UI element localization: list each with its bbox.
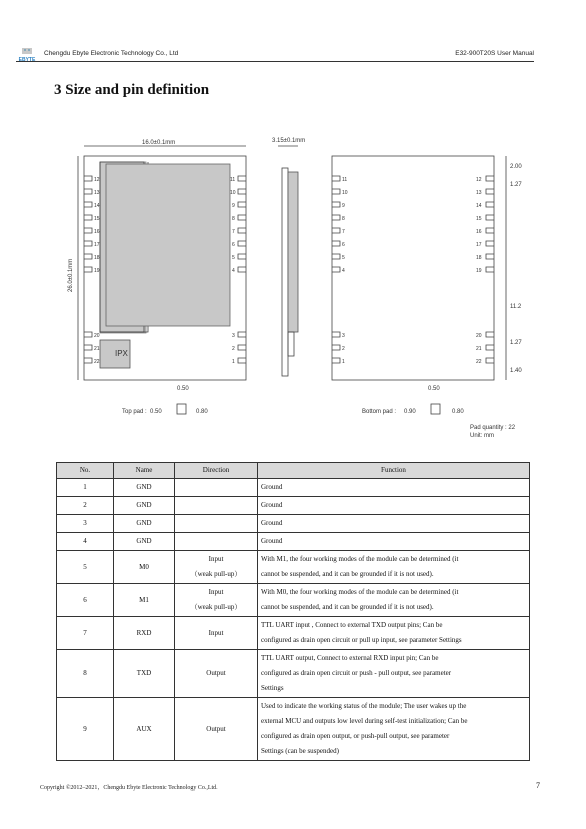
ipx-label: IPX	[115, 349, 128, 358]
svg-text:1.40: 1.40	[510, 368, 522, 374]
svg-text:0.50: 0.50	[150, 409, 162, 415]
footer-copyright: Copyright ©2012–2021，Chengdu Ebyte Electronic Technology Co.,Ltd.	[40, 785, 218, 791]
svg-text:Unit: mm: Unit: mm	[470, 433, 494, 439]
svg-text:3: 3	[232, 333, 235, 339]
svg-text:0.50: 0.50	[428, 386, 440, 392]
svg-text:Pad quantity : 22: Pad quantity : 22	[470, 425, 516, 431]
svg-text:17: 17	[476, 242, 482, 248]
svg-text:6: 6	[232, 242, 235, 248]
height-dimension: 26.0±0.1mm	[68, 258, 74, 292]
col-no: No.	[57, 463, 114, 479]
svg-text:1: 1	[342, 359, 345, 365]
back-right-pads	[486, 176, 494, 363]
ebyte-logo	[16, 48, 38, 62]
svg-text:6: 6	[342, 242, 345, 248]
header-manual-title: E32-900T20S User Manual	[455, 50, 534, 57]
back-left-pads	[332, 176, 340, 363]
table-row: 7 RXD Input TTL UART input , Connect to external TXD output pins; Can be configured as drain open circuit or pull up input, see parameter Settings	[57, 617, 530, 650]
width-dimension: 16.0±0.1mm	[142, 140, 176, 146]
svg-text:8: 8	[342, 216, 345, 222]
svg-text:21: 21	[94, 346, 100, 352]
svg-text:7: 7	[232, 229, 235, 235]
svg-text:4: 4	[232, 268, 235, 274]
svg-text:1.27: 1.27	[510, 340, 522, 346]
svg-text:12: 12	[94, 177, 100, 183]
svg-text:13: 13	[476, 190, 482, 196]
svg-text:EBYTE: EBYTE	[18, 57, 36, 62]
svg-text:10: 10	[230, 190, 236, 196]
svg-text:19: 19	[94, 268, 100, 274]
svg-text:20: 20	[94, 333, 100, 339]
svg-text:16: 16	[94, 229, 100, 235]
svg-text:8: 8	[232, 216, 235, 222]
svg-text:11: 11	[342, 177, 348, 183]
svg-text:12: 12	[476, 177, 482, 183]
svg-text:18: 18	[476, 255, 482, 261]
svg-text:5: 5	[232, 255, 235, 261]
header-rule	[16, 61, 534, 62]
thickness-dimension: 3.15±0.1mm	[272, 138, 306, 144]
svg-text:1: 1	[232, 359, 235, 365]
svg-text:3: 3	[342, 333, 345, 339]
svg-text:16: 16	[476, 229, 482, 235]
svg-text:14: 14	[94, 203, 100, 209]
svg-text:1.27: 1.27	[510, 182, 522, 188]
svg-text:9: 9	[342, 203, 345, 209]
svg-text:17: 17	[94, 242, 100, 248]
svg-text:11.2: 11.2	[510, 304, 522, 310]
svg-text:Bottom pad :: Bottom pad :	[362, 409, 397, 415]
svg-text:11: 11	[230, 177, 236, 183]
side-view-pcb	[282, 168, 288, 376]
svg-text:21: 21	[476, 346, 482, 352]
svg-text:13: 13	[94, 190, 100, 196]
svg-text:2: 2	[342, 346, 345, 352]
svg-text:4: 4	[342, 268, 345, 274]
table-row: 6 M1 Input （weak pull-up） With M0, the four working modes of the module can be determined (it cannot be suspended, and it can be grounded if it is not used).	[57, 584, 530, 617]
svg-text:7: 7	[342, 229, 345, 235]
svg-text:0.80: 0.80	[196, 409, 208, 415]
svg-text:10: 10	[342, 190, 348, 196]
table-row: 1 GND Ground	[57, 479, 530, 497]
col-direction: Direction	[175, 463, 258, 479]
svg-text:22: 22	[476, 359, 482, 365]
col-function: Function	[258, 463, 530, 479]
svg-text:14: 14	[476, 203, 482, 209]
svg-text:20: 20	[476, 333, 482, 339]
svg-text:19: 19	[476, 268, 482, 274]
header-company: Chengdu Ebyte Electronic Technology Co., Ltd	[44, 50, 179, 57]
table-row: 4 GND Ground	[57, 533, 530, 551]
table-row: 8 TXD Output TTL UART output, Connect to external RXD input pin; Can be configured as drain open circuit or push - pull output, see parameter Settings	[57, 650, 530, 698]
svg-text:2.00: 2.00	[510, 164, 522, 170]
front-right-pads	[238, 176, 246, 363]
col-name: Name	[114, 463, 175, 479]
shield-can	[106, 164, 230, 326]
svg-text:18: 18	[94, 255, 100, 261]
back-view-outline	[332, 156, 494, 380]
svg-text:22: 22	[94, 359, 100, 365]
page-number: 7	[536, 781, 540, 790]
svg-text:15: 15	[94, 216, 100, 222]
svg-text:Top pad :: Top pad :	[122, 409, 147, 415]
svg-text:5: 5	[342, 255, 345, 261]
svg-text:9: 9	[232, 203, 235, 209]
front-left-pads	[84, 176, 92, 363]
table-row: 9 AUX Output Used to indicate the working status of the module; The user wakes up the external MCU and outputs low level during self-test initialization; Can be configured as drain open output, or push-pull output, see parameter Settings (can be suspended)	[57, 698, 530, 761]
table-row: 5 M0 Input （weak pull-up） With M1, the four working modes of the module can be determined (it cannot be suspended, and it can be grounded if it is not used).	[57, 551, 530, 584]
table-row: 3 GND Ground	[57, 515, 530, 533]
section-title: 3 Size and pin definition	[54, 82, 210, 98]
pin-definition-table	[56, 462, 530, 761]
table-row: 2 GND Ground	[57, 497, 530, 515]
module-dimension-drawing	[56, 132, 536, 452]
svg-text:2: 2	[232, 346, 235, 352]
svg-text:15: 15	[476, 216, 482, 222]
svg-text:0.50: 0.50	[177, 386, 189, 392]
svg-text:0.90: 0.90	[404, 409, 416, 415]
svg-text:0.80: 0.80	[452, 409, 464, 415]
